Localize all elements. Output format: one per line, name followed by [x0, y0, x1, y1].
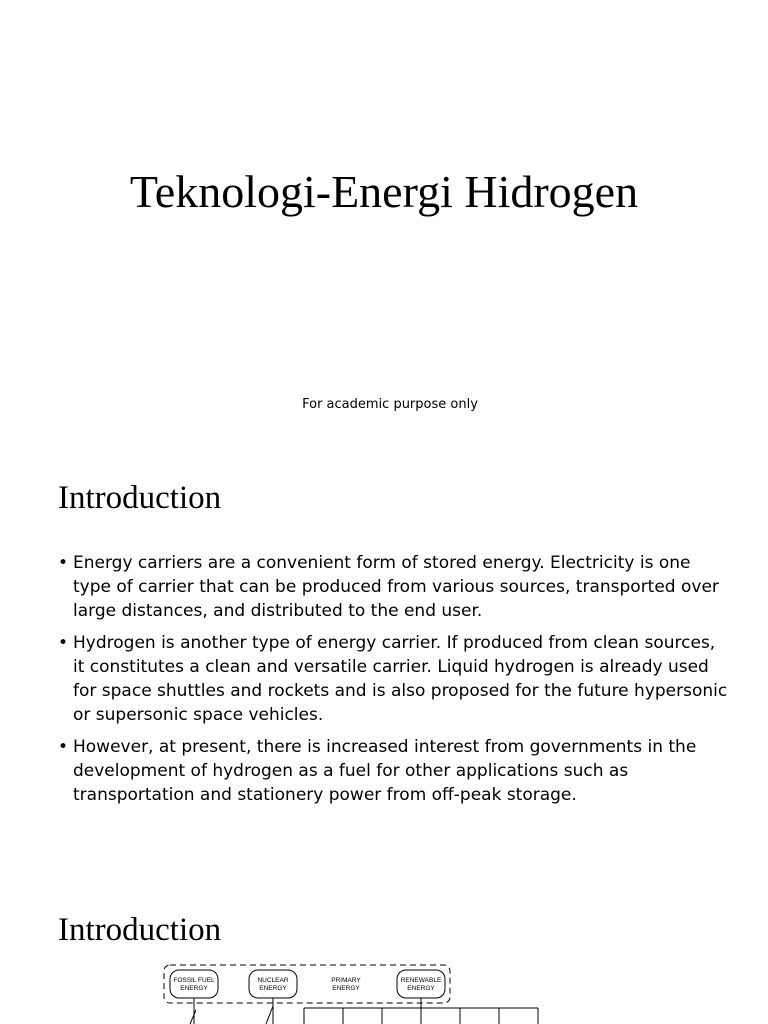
node-label: FOSSIL FUEL	[173, 977, 215, 984]
renewable-energy-node	[397, 970, 445, 998]
primary-energy-label: ENERGY	[332, 985, 360, 992]
slide-heading: Introduction	[58, 480, 222, 516]
node-label: ENERGY	[407, 985, 435, 992]
slide-heading: Introduction	[58, 912, 222, 948]
presentation-subtitle: For academic purpose only	[302, 397, 478, 412]
node-label: NUCLEAR	[257, 977, 289, 984]
connector-line	[190, 1010, 196, 1024]
node-label: ENERGY	[180, 985, 208, 992]
presentation-title: Teknologi-Energi Hidrogen	[129, 166, 639, 217]
introduction-diagram-slide	[0, 880, 768, 1024]
bullet-item: • However, at present, there is increased interest from governments in the development of hydrogen as a fuel for other applications such as transportation and stationery power from off-peak storage.	[58, 735, 728, 807]
connector-line	[266, 1006, 273, 1024]
title-slide	[0, 0, 768, 440]
introduction-slide	[0, 440, 768, 880]
bullet-list	[58, 551, 728, 815]
fossil-fuel-energy-node	[170, 970, 218, 998]
node-label: RENEWABLE	[400, 977, 442, 984]
node-label: ENERGY	[259, 985, 287, 992]
bullet-item: • Hydrogen is another type of energy carrier. If produced from clean sources, it constitutes a clean and versatile carrier. Liquid hydrogen is already used for space shuttles and rockets and is also proposed for the future hypersonic or supersonic space vehicles.	[58, 631, 728, 727]
primary-energy-label: PRIMARY	[331, 977, 361, 984]
bullet-item: • Energy carriers are a convenient form of stored energy. Electricity is one type of carrier that can be produced from various sources, transported over large distances, and distributed to the end user.	[58, 551, 728, 623]
nuclear-energy-node	[249, 970, 297, 998]
energy-diagram	[0, 880, 768, 1024]
